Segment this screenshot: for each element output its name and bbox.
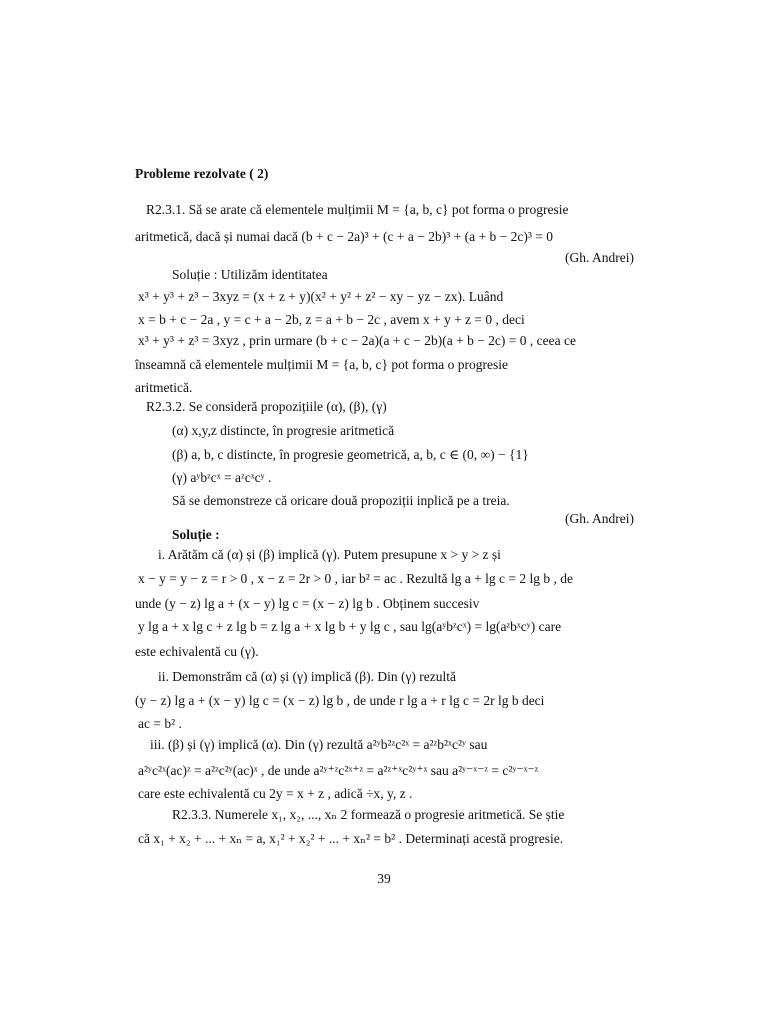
formula-line: a²ʸc²ˣ(ac)ᶻ = a²ᶻc²ʸ(ac)ˣ , de unde a²ʸ⁺ᶻc²ˣ⁺ᶻ = a²ᶻ⁺ˣc²ʸ⁺ˣ sau a²ʸ⁻ˣ⁻ᶻ = c²ʸ⁻ˣ⁻ᶻ — [138, 763, 539, 778]
text-line: aritmetică. — [135, 380, 193, 395]
text-line: ii. Demonstrăm că (α) și (γ) implică (β). Din (γ) rezultă — [158, 669, 457, 684]
text-line: este echivalentă cu (γ). — [135, 644, 259, 659]
formula-line: că x₁ + x₂ + ... + xₙ = a, x₁² + x₂² + ... + xₙ² = b² . Determinați acestă progresie. — [138, 831, 564, 846]
proposition-beta: (β) a, b, c distincte, în progresie geometrică, a, b, c ∈ (0, ∞) − {1} — [172, 447, 529, 462]
solution-label-line: Soluție : Utilizăm identitatea — [172, 267, 328, 282]
text-line: aritmetică, dacă și numai dacă (b + c − 2a)³ + (c + a − 2b)³ + (a + b − 2c)³ = 0 — [135, 229, 554, 244]
formula-line: x³ + y³ + z³ = 3xyz , prin urmare (b + c − 2a)(a + c − 2b)(a + b − 2c) = 0 , ceea ce — [138, 333, 576, 348]
formula-line: ac = b² . — [138, 716, 182, 731]
formula-line: y lg a + x lg c + z lg b = z lg a + x lg b + y lg c , sau lg(aʸbᶻcˣ) = lg(aᶻbˣcʸ) care — [138, 619, 562, 634]
text-line: care este echivalentă cu 2y = x + z , adică ÷x, y, z . — [138, 786, 413, 801]
text-line: iii. (β) și (γ) implică (α). Din (γ) rezultă a²ʸb²ᶻc²ˣ = a²ᶻb²ˣc²ʸ sau — [150, 737, 488, 752]
page-heading: Probleme rezolvate ( 2) — [135, 166, 269, 181]
proposition-gamma: (γ) aʸbᶻcˣ = aᶻcˣcʸ . — [172, 470, 272, 485]
formula-line: (y − z) lg a + (x − y) lg c = (x − z) lg b , de unde r lg a + r lg c = 2r lg b deci — [135, 693, 545, 708]
text-line: Să se demonstreze că oricare două propoziții inplică pe a treia. — [172, 493, 510, 508]
text-line: înseamnă că elementele mulțimii M = {a, b, c} pot forma o progresie — [135, 357, 508, 372]
author-note: (Gh. Andrei) — [565, 250, 634, 265]
formula-line: x³ + y³ + z³ − 3xyz = (x + z + y)(x² + y² + z² − xy − yz − zx). Luând — [138, 289, 504, 304]
formula-line: x − y = y − z = r > 0 , x − z = 2r > 0 , iar b² = ac . Rezultă lg a + lg c = 2 lg b , de — [138, 571, 573, 586]
problem-2-3-3-statement: R2.3.3. Numerele x₁, x₂, ..., xₙ 2 formează o progresie aritmetică. Se știe — [172, 807, 565, 822]
solution-label: Soluție : — [172, 527, 220, 542]
formula-line: x = b + c − 2a , y = c + a − 2b, z = a + b − 2c , avem x + y + z = 0 , deci — [138, 312, 525, 327]
problem-2-3-1-statement: R2.3.1. Să se arate că elementele mulțimii M = {a, b, c} pot forma o progresie — [146, 202, 569, 217]
author-note: (Gh. Andrei) — [565, 511, 634, 526]
page-number: 39 — [377, 871, 391, 886]
proposition-alpha: (α) x,y,z distincte, în progresie aritmetică — [172, 423, 395, 438]
problem-2-3-2-statement: R2.3.2. Se consideră propozițiile (α), (β), (γ) — [146, 399, 387, 414]
formula-line: unde (y − z) lg a + (x − y) lg c = (x − z) lg b . Obținem succesiv — [135, 596, 480, 611]
text-line: i. Arătăm că (α) și (β) implică (γ). Putem presupune x > y > z și — [158, 547, 501, 562]
